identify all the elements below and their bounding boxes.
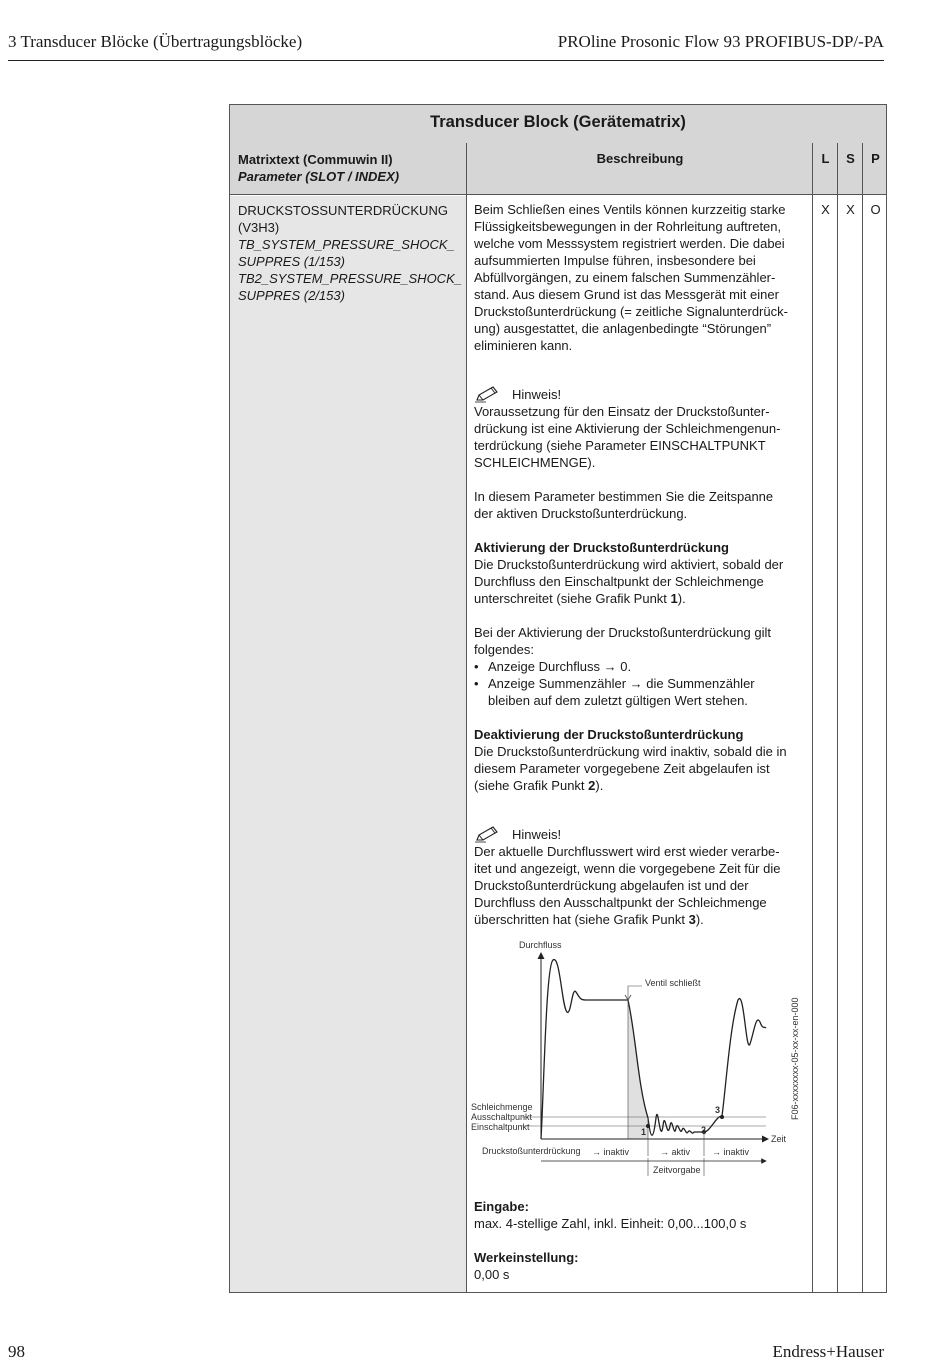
mark-s: X bbox=[846, 202, 855, 217]
divider bbox=[837, 143, 838, 1292]
param-cell: DRUCKSTOSSUNTERDRÜCKUNG (V3H3) TB_SYSTEM_PRESSURE_SHOCK_ SUPPRES (1/153) TB2_SYSTEM_PRESSURE_SHOCK_ SUPPRES (2/153) bbox=[238, 203, 462, 303]
param-code: (V3H3) bbox=[238, 220, 280, 235]
figure-id: F06-xxxxxxxx-05-xx-xx-en-000 bbox=[790, 997, 800, 1120]
default-value: 0,00 s bbox=[474, 1267, 510, 1282]
divider bbox=[862, 143, 863, 1292]
col-header-s: S bbox=[846, 151, 855, 166]
pencil-note-icon bbox=[474, 825, 502, 843]
point-3: 3 bbox=[715, 1105, 721, 1115]
note-2: Hinweis! bbox=[474, 825, 810, 843]
page-header bbox=[8, 32, 884, 61]
valve-label: Ventil schließt bbox=[645, 978, 701, 988]
product-title: PROline Prosonic Flow 93 PROFIBUS-DP/-PA bbox=[557, 32, 884, 51]
svg-text:→ inaktiv: → inaktiv bbox=[712, 1147, 750, 1157]
list-item-cont: bleiben auf dem zuletzt gültigen Wert stehen. bbox=[488, 693, 748, 708]
state-row-label: Druckstoßunterdrückung bbox=[482, 1146, 581, 1156]
default-label: Werkeinstellung: bbox=[474, 1250, 579, 1265]
list-item: • Anzeige Summenzähler → die Summenzähler bbox=[474, 676, 755, 691]
svg-text:Einschaltpunkt: Einschaltpunkt bbox=[471, 1122, 530, 1132]
pencil-note-icon bbox=[474, 385, 502, 403]
table-header-row bbox=[230, 143, 886, 195]
svg-text:Schleichmenge: Schleichmenge bbox=[471, 1102, 533, 1112]
input-value: max. 4-stellige Zahl, inkl. Einheit: 0,00...100,0 s bbox=[474, 1216, 747, 1231]
point-1: 1 bbox=[641, 1127, 647, 1137]
col-header-matrix: Matrixtext (Commuwin II) Parameter (SLOT / INDEX) bbox=[238, 152, 400, 184]
list-item: • Anzeige Durchfluss → 0. bbox=[474, 659, 632, 674]
mark-p: O bbox=[870, 202, 881, 217]
mark-l: X bbox=[821, 202, 830, 217]
svg-text:Ausschaltpunkt: Ausschaltpunkt bbox=[471, 1112, 533, 1122]
param-name: DRUCKSTOSSUNTERDRÜCKUNG bbox=[238, 203, 448, 218]
input-section bbox=[474, 1198, 810, 1283]
divider bbox=[812, 143, 813, 1292]
param-cell-bg bbox=[230, 196, 466, 1292]
pressure-shock-diagram bbox=[470, 936, 800, 1181]
x-axis-label: Zeit bbox=[771, 1134, 787, 1144]
col-header-p: P bbox=[871, 151, 880, 166]
svg-text:→ inaktiv: → inaktiv bbox=[592, 1147, 630, 1157]
description-cell: Beim Schließen eines Ventils können kurzzeitig starke Flüssigkeitsbewegungen in der Rohrleitung auftreten, welche vom Messsystem registriert werden. Die dabei aufsummierten Impulse führen, insbesondere bei Abfüllvorgängen, zu einem falschen Summenzähler- stand. Aus diesem Grund ist das Messgerät mit einer Druckstoßunterdrückung (= zeitliche Signalunterdrück- ung) ausgestattet, die anlagenbedingte “Störungen” eliminieren kann. Hinweis! Voraussetzung für den Einsatz der Druckstoßunter- drückung ist eine Aktivierung der Schleichmengenun- terdrückung (siehe Parameter EINSCHALTPUNKT SCHLEICHMENGE). In diesem Parameter bestimmen Sie die Zeitspanne der aktiven Druckstoßunterdrückung. Aktivierung der Druckstoßunterdrückung Die Druckstoßunterdrückung wird aktiviert, sobald der Durchfluss den Einschaltpunkt der Schleichmenge unterschreitet (siehe Grafik Punkt 1). Bei der Aktivierung der Druckstoßunterdrückung gilt folgendes: • Anzeige Durchfluss → 0. • Anzeige Summenzähler → die Summenzähler bleiben auf dem zuletzt gültigen Wert stehen. Deaktivierung der Druckstoßunterdrückung Die Druckstoßunterdrückung wird inaktiv, sobald die in diesem Parameter vorgegebene Zeit abgelaufen ist (siehe Grafik Punkt 2). Hinweis! Der aktuelle Durchflusswert wird erst wieder verarbe- itet und angezeigt, wenn die vorgegebene Zeit für die Druckstoßunterdrückung abgelaufen ist und der Durchfluss den Ausschaltpunkt der Schleichmenge überschritten hat (siehe Grafik Punkt 3). bbox=[474, 201, 810, 928]
col-header-description: Beschreibung bbox=[596, 151, 684, 166]
span-label: Zeitvorgabe bbox=[653, 1165, 701, 1175]
y-axis-label: Durchfluss bbox=[519, 940, 562, 950]
chapter-title: 3 Transducer Blöcke (Übertragungsblöcke) bbox=[8, 32, 303, 51]
table-title: Transducer Block (Gerätematrix) bbox=[230, 105, 886, 143]
activation-heading: Aktivierung der Druckstoßunterdrückung bbox=[474, 540, 729, 555]
note-1: Hinweis! bbox=[474, 385, 810, 403]
divider bbox=[466, 143, 467, 1292]
col-header-l: L bbox=[821, 151, 830, 166]
deactivation-heading: Deaktivierung der Druckstoßunterdrückung bbox=[474, 727, 744, 742]
input-label: Eingabe: bbox=[474, 1199, 529, 1214]
page-number: 98 bbox=[8, 1342, 25, 1361]
svg-text:→ aktiv: → aktiv bbox=[660, 1147, 691, 1157]
point-2: 2 bbox=[701, 1125, 707, 1135]
brand-logo: Endress+Hauser bbox=[772, 1342, 884, 1361]
